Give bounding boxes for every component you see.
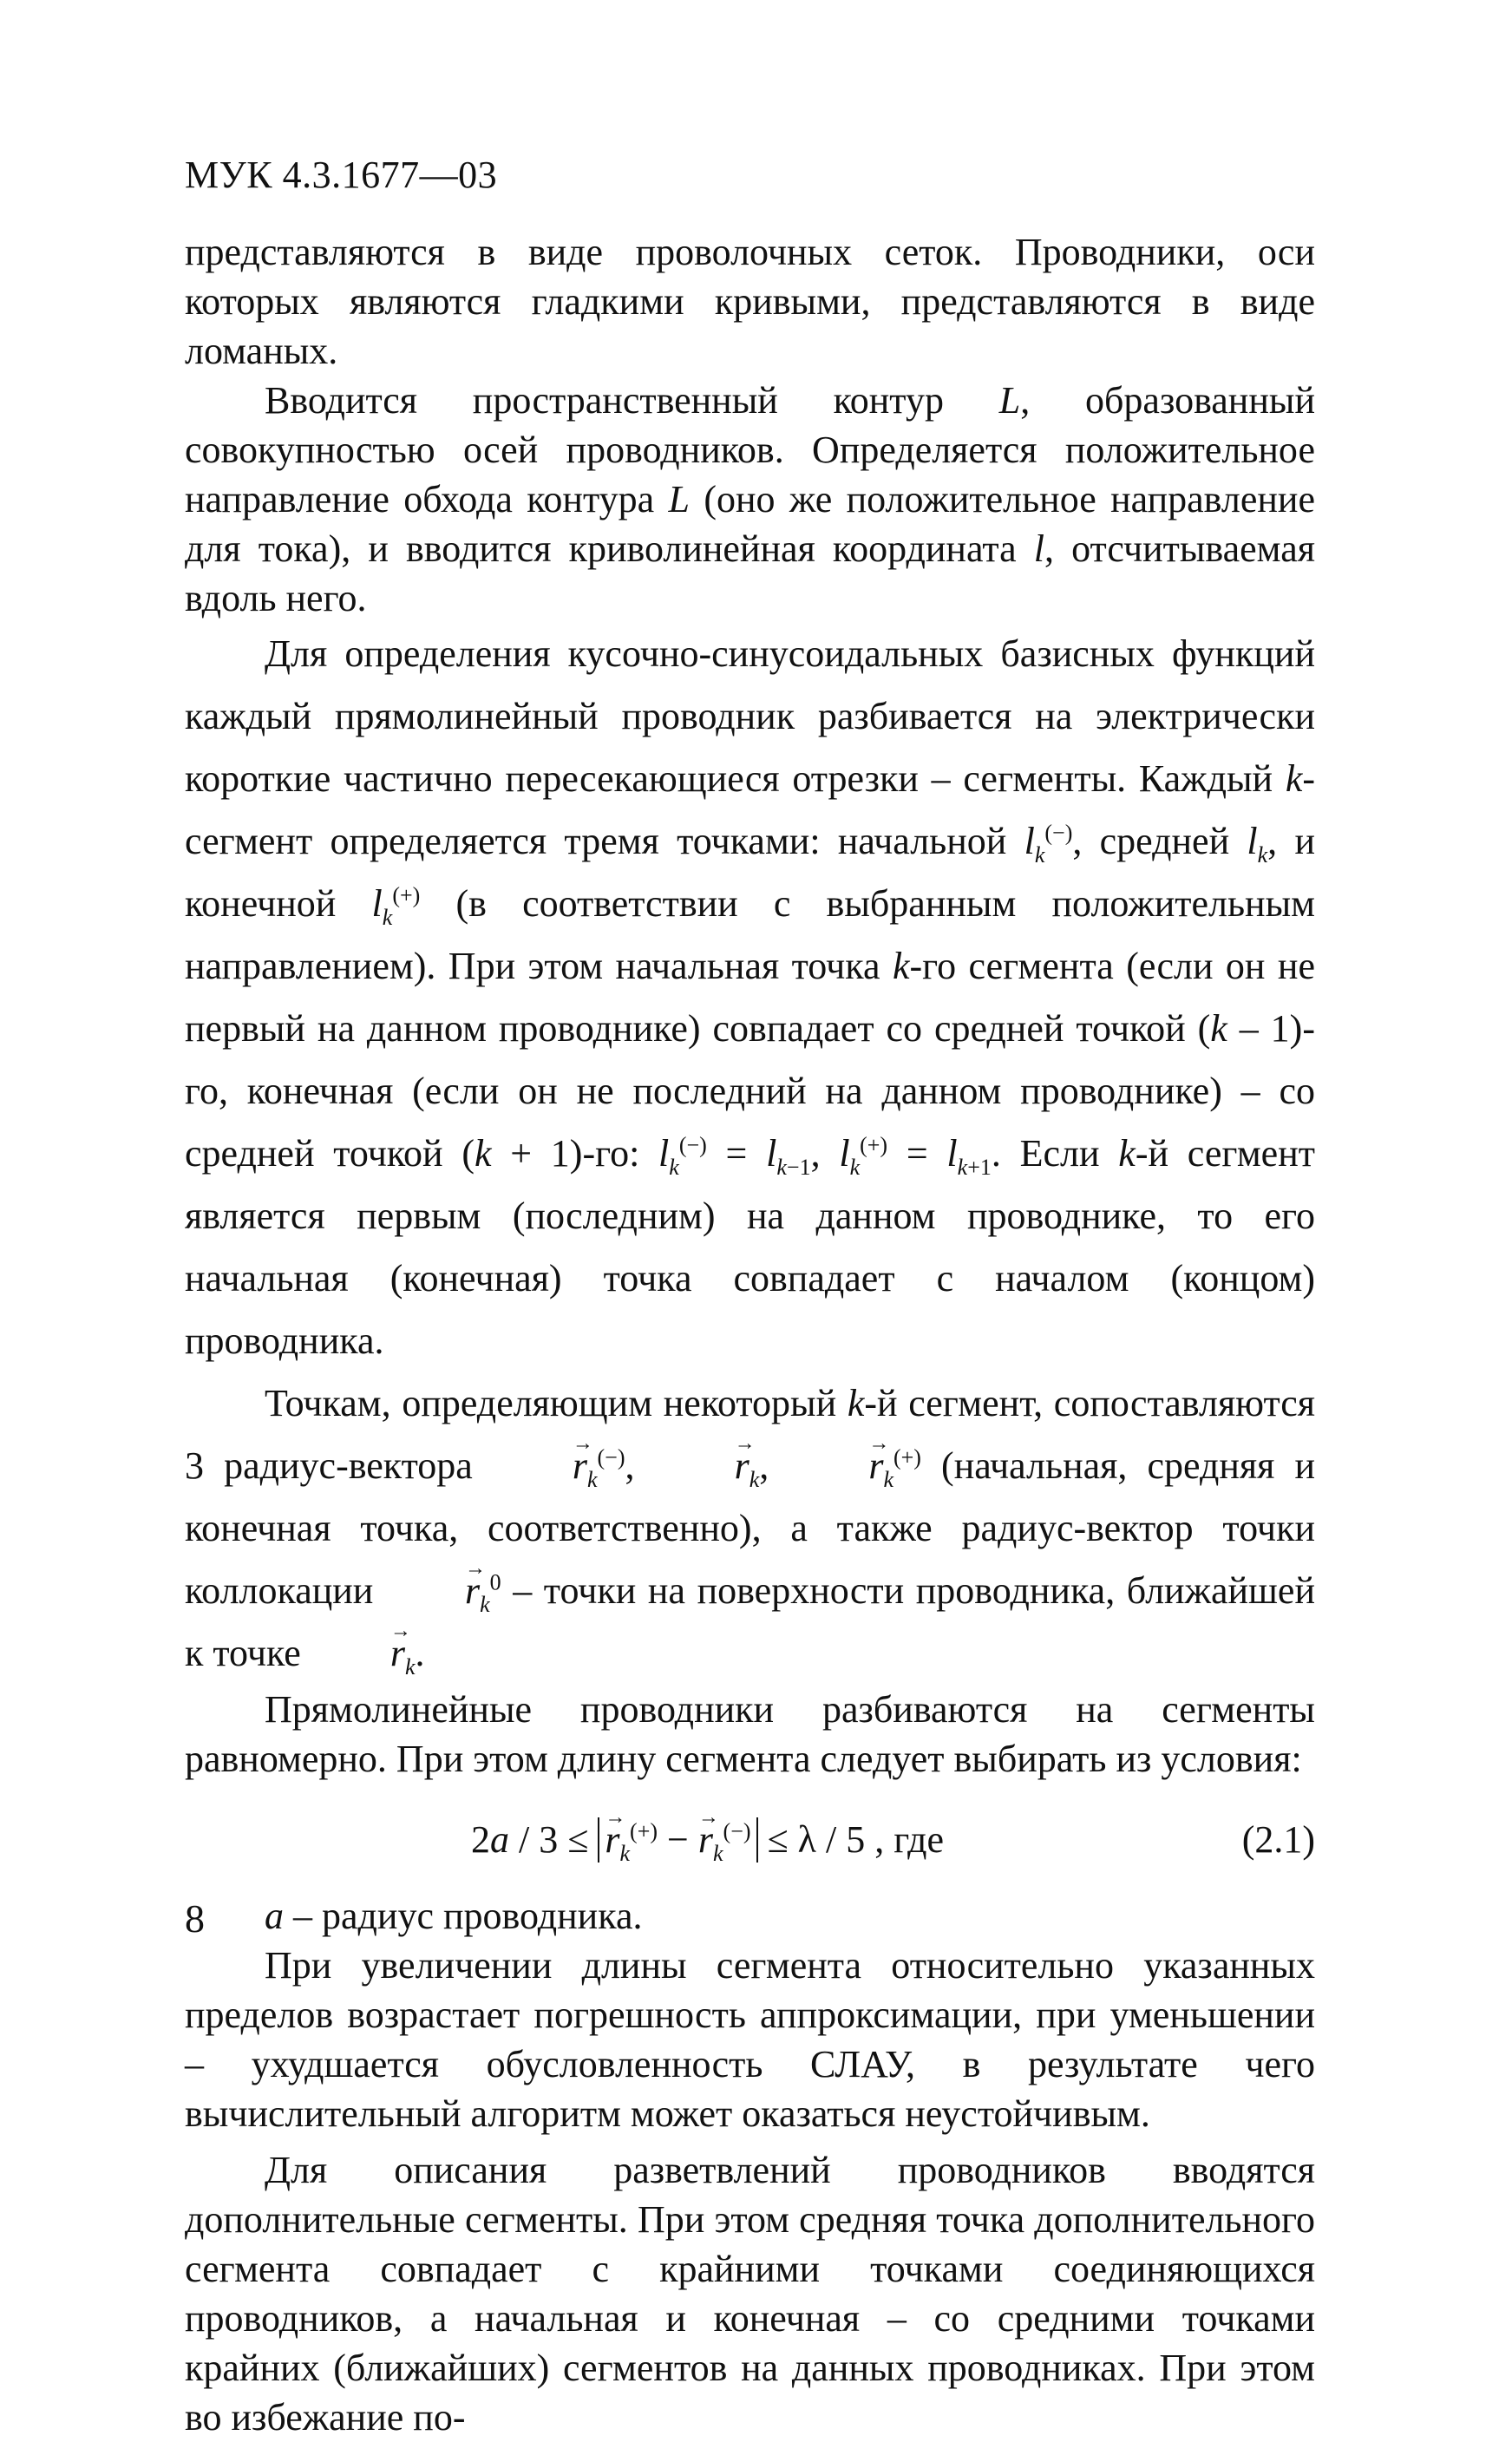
formula-2-1 [185,1804,1315,1882]
document-code-header: МУК 4.3.1677—03 [185,154,498,196]
page-number: 8 [185,1896,205,1941]
formula-expression: 2a / 3 ≤ → $r_k^{(+)}$ − → $r_k^{(-)} \le \lambda / 5$ , где [471,1815,944,1864]
paragraph-3: Для определения кусочно-синусоидальных базисных функций каждый прямолинейный проводник разбивается на электрически короткие частично пересекающиеся отрезки – сегменты. Каждый k-сегмент определяется тремя точками: начальной $l_k^{(-)}$, средней $l_k$, и конечной $l_k^{(+)}$ (в соответствии с выбранным положительным направлением). При этом начальная точка k-го сегмента (если он не первый на данном проводнике) совпадает со средней точкой (k – 1)-го, конечная (если он не последний на данном проводнике) – со средней точкой (k + 1)-го: $l_k^{(-)} = l_{k-1}$, $l_k^{(+)} = l_{k+1}$. Если k-й сегмент является первым (последним) на данном проводнике, то его начальная (конечная) точка совпадает с началом (концом) проводника. [185,632,1315,1362]
formula-number: (2.1) [1241,1818,1315,1861]
paragraph-4: Точкам, определяющим некоторый k-й сегмент, сопоставляются 3 радиус-вектора → $r_k^{(-)}$, → $r_k$, → $r_k^{(+)}$ (начальная, средняя и конечная точка, соответственно), а также радиус-вектор точки коллокации → $r_k^0$ – точки на поверхности проводника, ближайшей к точке → $r_k$. [185,1372,1315,1685]
paragraph-8: Для описания разветвлений проводников вводятся дополнительные сегменты. При этом средняя точка дополнительного сегмента совпадает с крайними точками соединяющихся проводников, а начальная и конечная – со средними точками крайних (ближайших) сегментов на данных проводниках. При этом во избежание по- [185,2149,1315,2439]
body-text [185,227,1315,2442]
paragraph-1: представляются в виде проволочных сеток. Проводники, оси которых являются гладкими кривыми, представляются в виде ломаных. [185,231,1315,372]
paragraph-7: При увеличении длины сегмента относительно указанных пределов возрастает погрешность аппроксимации, при уменьшении – ухудшается обусловленность СЛАУ, в результате чего вычислительный алгоритм может оказаться неустойчивым. [185,1944,1315,2135]
paragraph-5: Прямолинейные проводники разбиваются на сегменты равномерно. При этом длину сегмента следует выбирать из условия: [185,1688,1315,1780]
paragraph-6: a – радиус проводника. [265,1895,643,1937]
paragraph-2: Вводится пространственный контур L, образованный совокупностью осей проводников. Определяется положительное направление обхода контура L (оно же положительное направление для тока), и вводится криволинейная координата l, отсчитываемая вдоль него. [185,379,1315,619]
